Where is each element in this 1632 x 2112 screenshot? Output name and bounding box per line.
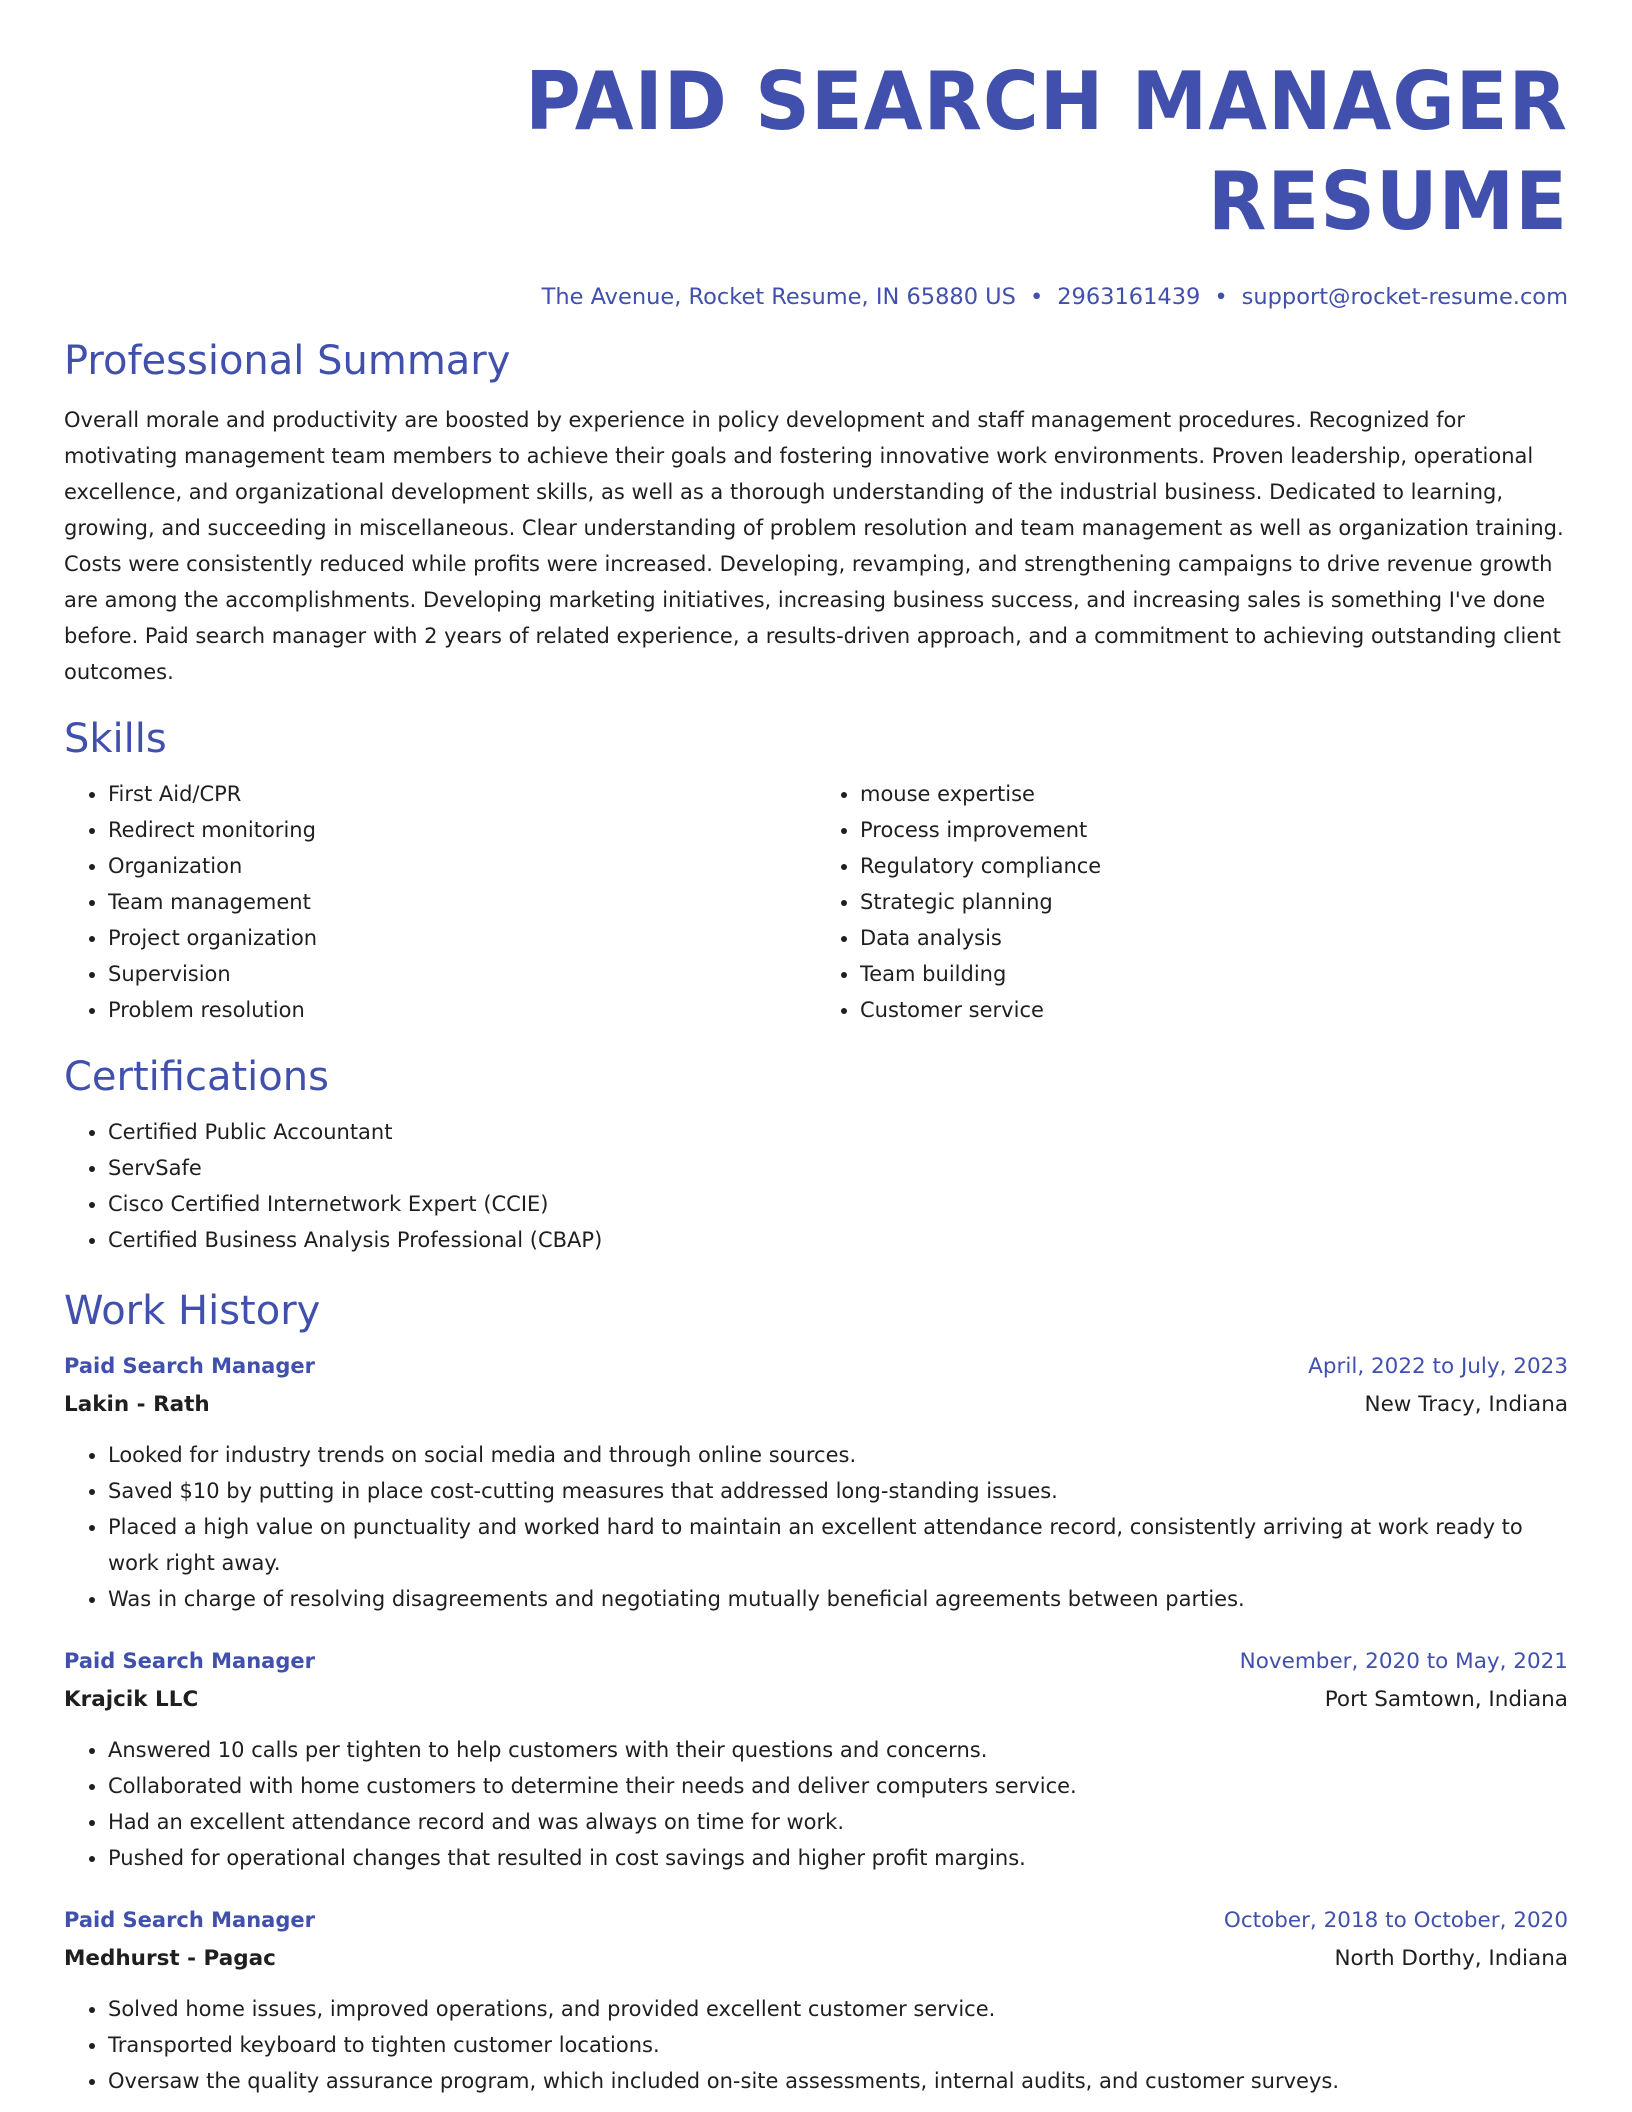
job-location: North Dorthy, Indiana xyxy=(1334,1946,1568,1971)
list-item: • Team building xyxy=(860,956,1568,992)
phone: 2963161439 xyxy=(1057,284,1201,310)
email-link[interactable]: support@rocket-resume.com xyxy=(1241,284,1568,310)
work-history-heading: Work History xyxy=(64,1288,321,1334)
skills-list-right xyxy=(816,776,1568,1028)
job-location: New Tracy, Indiana xyxy=(1364,1392,1568,1417)
job-subheader xyxy=(64,1680,1568,1720)
list-item: • Placed a high value on punctuality and worked hard to maintain an excellent attendance record, consistently arriving at work ready to work right away. xyxy=(108,1509,1568,1581)
certifications-heading: Certifications xyxy=(64,1054,329,1100)
list-item: • Had an excellent attendance record and was always on time for work. xyxy=(108,1804,1568,1840)
job-dates: October, 2018 to October, 2020 xyxy=(1223,1908,1568,1933)
list-item: • Supervision xyxy=(108,956,816,992)
job-dates: November, 2020 to May, 2021 xyxy=(1239,1649,1568,1674)
summary-text: Overall morale and productivity are boosted by experience in policy development and staff management procedures. Recognized for motivating management team members to achieve their goals and fostering innovative work environments. Proven leadership, operational excellence, and organizational development skills, as well as a thorough understanding of the industrial business. Dedicated to learning, growing, and succeeding in miscellaneous. Clear understanding of problem resolution and team management as well as organization training. Costs were consistently reduced while profits were increased. Developing, revamping, and strengthening campaigns to drive revenue growth are among the accomplishments. Developing marketing initiatives, increasing business success, and increasing sales is something I've done before. Paid search manager with 2 years of related experience, a results-driven approach, and a commitment to achieving outstanding client outcomes. xyxy=(64,408,1564,684)
list-item: • Strategic planning xyxy=(860,884,1568,920)
list-item: • Team management xyxy=(108,884,816,920)
list-item: • Looked for industry trends on social media and through online sources. xyxy=(108,1437,1568,1473)
list-item: • Pushed for operational changes that resulted in cost savings and higher profit margins. xyxy=(108,1840,1568,1876)
job-bullets xyxy=(64,1732,1568,1876)
company-name: Lakin - Rath xyxy=(64,1392,210,1417)
job-subheader xyxy=(64,1939,1568,1979)
job-subheader xyxy=(64,1385,1568,1425)
certifications-list xyxy=(64,1114,1568,1258)
list-item: • Certified Public Accountant xyxy=(108,1114,1568,1150)
skills-heading: Skills xyxy=(64,716,167,762)
list-item: • Oversaw the quality assurance program, which included on-site assessments, internal audits, and customer surveys. xyxy=(108,2063,1568,2099)
separator: • xyxy=(1214,284,1228,310)
list-item: • Transported keyboard to tighten customer locations. xyxy=(108,2027,1568,2063)
job-entry xyxy=(64,1643,1568,1876)
list-item: • Solved home issues, improved operations, and provided excellent customer service. xyxy=(108,1991,1568,2027)
list-item: • Organization xyxy=(108,848,816,884)
list-item: • Regulatory compliance xyxy=(860,848,1568,884)
list-item: • Process improvement xyxy=(860,812,1568,848)
job-bullets xyxy=(64,1991,1568,2099)
list-item: • Answered 10 calls per tighten to help customers with their questions and concerns. xyxy=(108,1732,1568,1768)
job-entry xyxy=(64,1348,1568,1617)
list-item: • ServSafe xyxy=(108,1150,1568,1186)
contact-line xyxy=(64,282,1568,312)
list-item: • Project organization xyxy=(108,920,816,956)
job-header xyxy=(64,1902,1568,1939)
list-item: • Cisco Certified Internetwork Expert (CCIE) xyxy=(108,1186,1568,1222)
resume-title: PAID SEARCH MANAGER RESUME xyxy=(525,55,1568,248)
list-item: • Was in charge of resolving disagreements and negotiating mutually beneficial agreements between parties. xyxy=(108,1581,1568,1617)
list-item: • Data analysis xyxy=(860,920,1568,956)
list-item: • Problem resolution xyxy=(108,992,816,1028)
job-entry xyxy=(64,1902,1568,2099)
list-item: • Redirect monitoring xyxy=(108,812,816,848)
skills-grid xyxy=(64,776,1568,1028)
job-title: Paid Search Manager xyxy=(64,1354,315,1378)
summary-heading: Professional Summary xyxy=(64,338,511,384)
separator: • xyxy=(1029,284,1044,310)
job-header xyxy=(64,1643,1568,1680)
job-bullets xyxy=(64,1437,1568,1617)
company-name: Medhurst - Pagac xyxy=(64,1946,276,1971)
company-name: Krajcik LLC xyxy=(64,1687,199,1712)
list-item: • mouse expertise xyxy=(860,776,1568,812)
list-item: • First Aid/CPR xyxy=(108,776,816,812)
job-title: Paid Search Manager xyxy=(64,1908,315,1932)
job-location: Port Samtown, Indiana xyxy=(1324,1687,1568,1712)
job-title: Paid Search Manager xyxy=(64,1649,315,1673)
skills-list-left xyxy=(64,776,816,1028)
address: The Avenue, Rocket Resume, IN 65880 US xyxy=(541,284,1016,310)
list-item: • Certified Business Analysis Professional (CBAP) xyxy=(108,1222,1568,1258)
list-item: • Customer service xyxy=(860,992,1568,1028)
list-item: • Saved $10 by putting in place cost-cutting measures that addressed long-standing issues. xyxy=(108,1473,1568,1509)
job-header xyxy=(64,1348,1568,1385)
job-dates: April, 2022 to July, 2023 xyxy=(1308,1354,1568,1379)
list-item: • Collaborated with home customers to determine their needs and deliver computers service. xyxy=(108,1768,1568,1804)
